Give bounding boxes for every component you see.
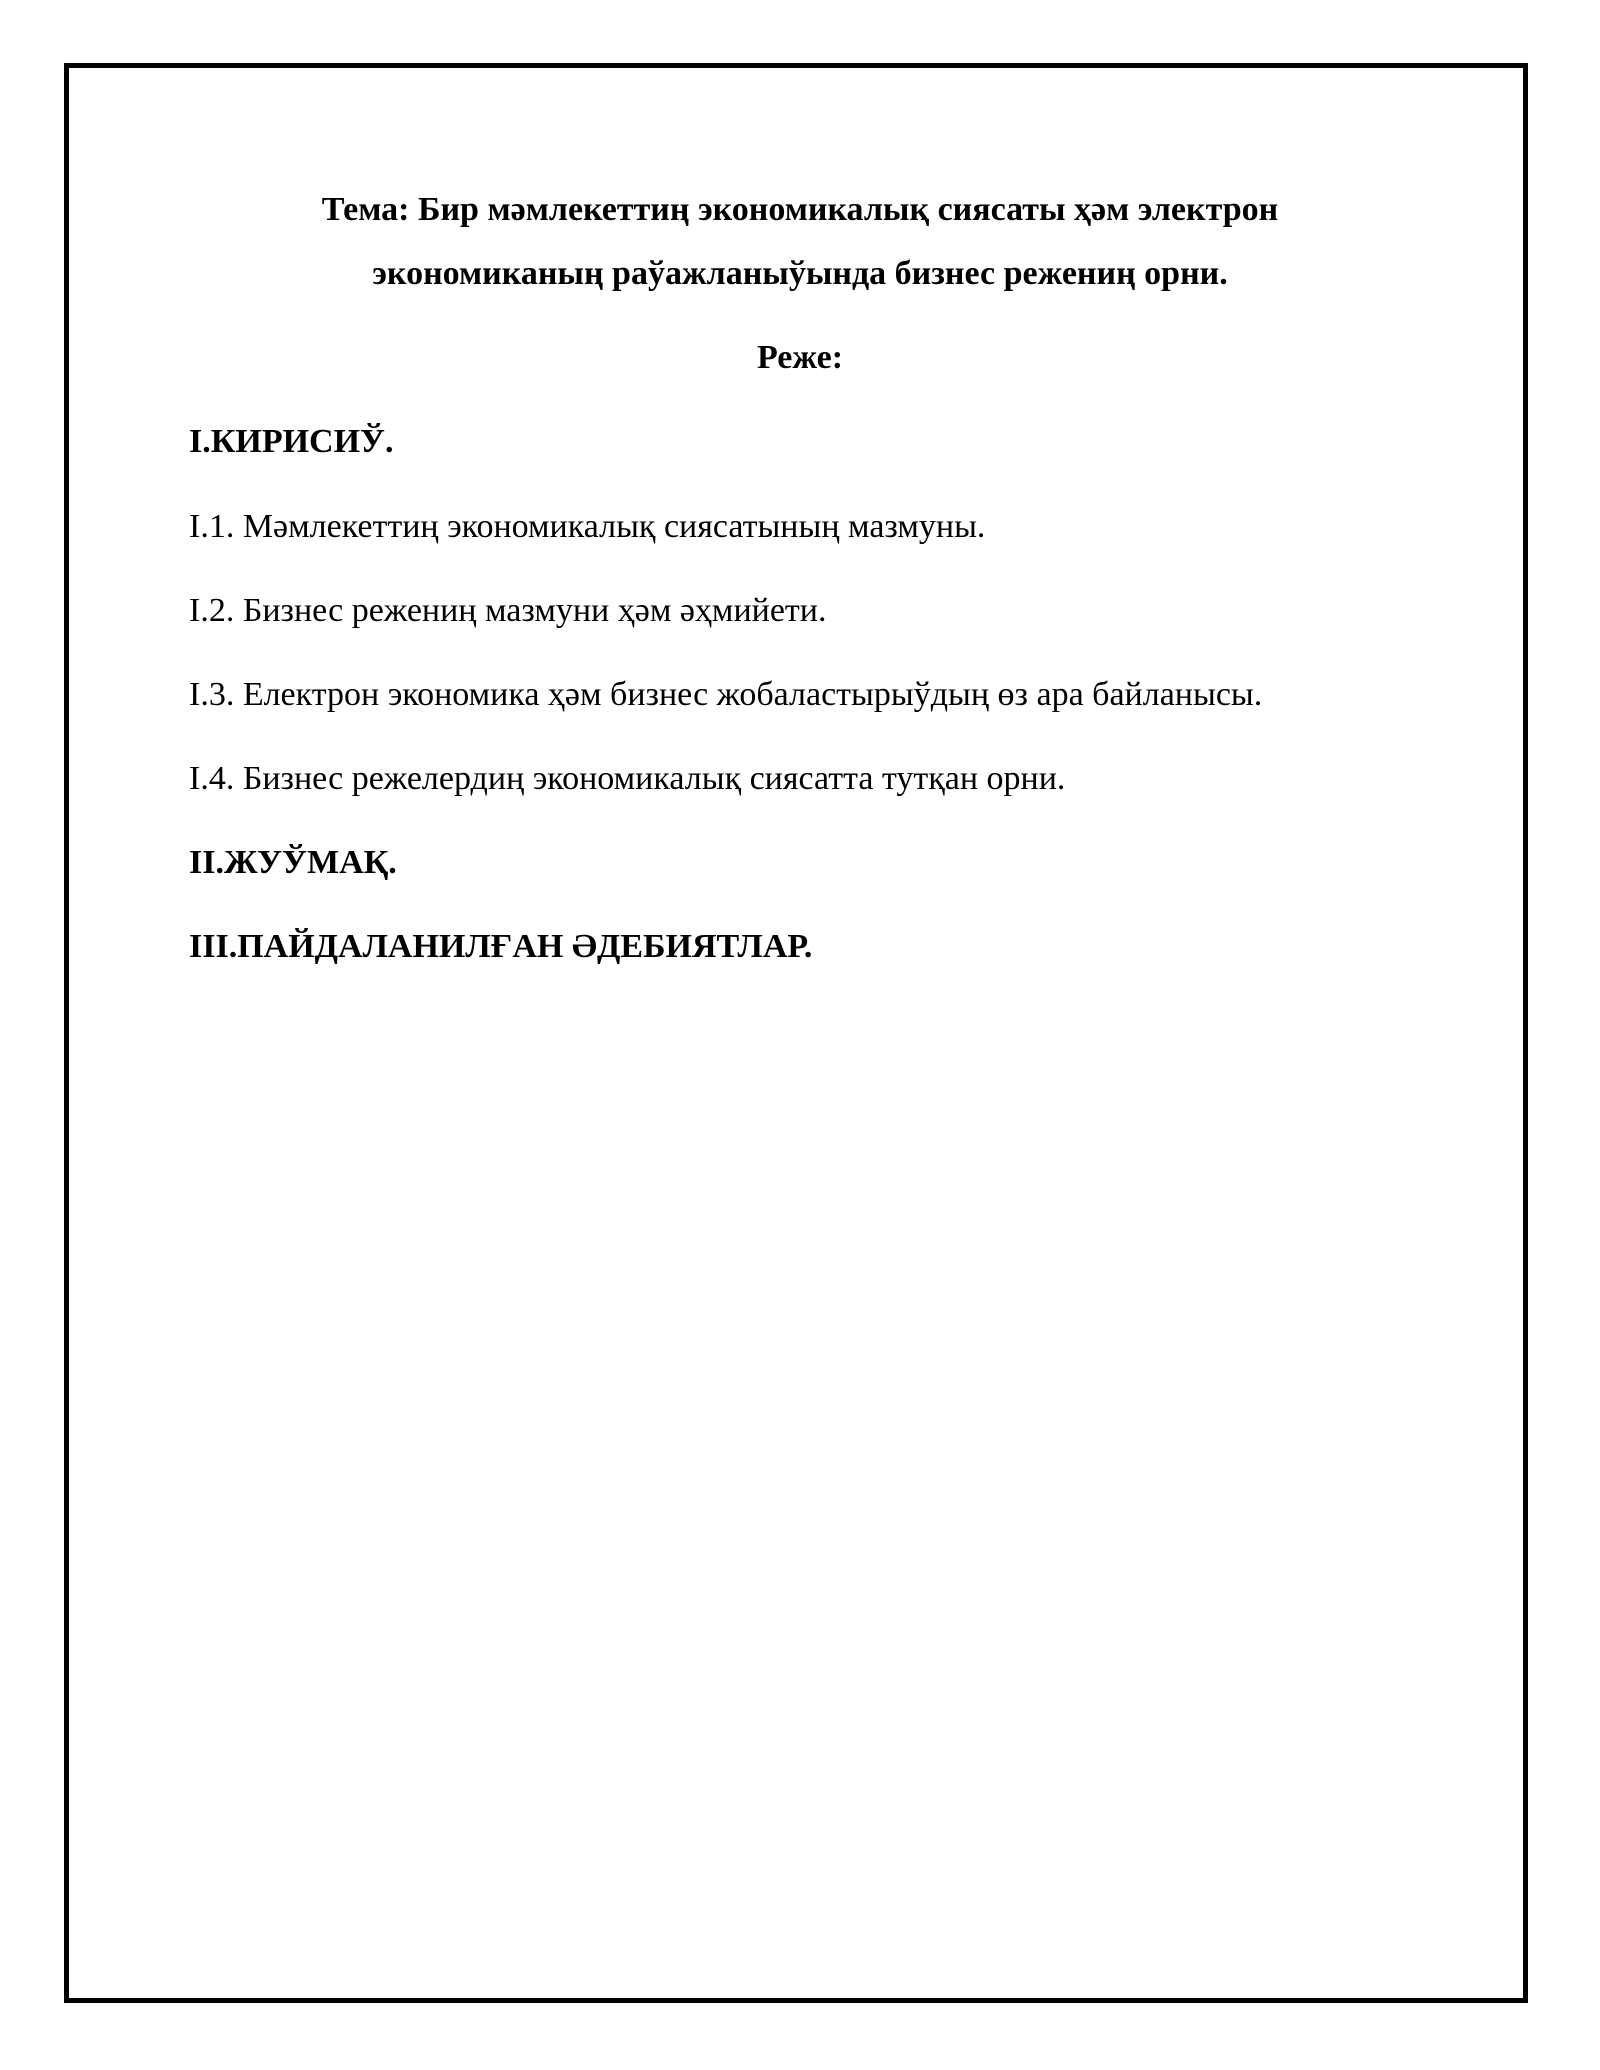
section-1-1: I.1. Мәмлекеттиң экономикалық сиясатының мазмуны.: [189, 508, 986, 545]
title-line-1: Тема: Бир мәмлекеттиң экономикалық сиясаты ҳәм электрон: [321, 191, 1279, 228]
section-references: III.ПАЙДАЛАНИЛҒАН ӘДЕБИЯТЛАР.: [189, 928, 813, 965]
section-1-3: I.3. Електрон экономика ҳәм бизнес жобаластырыўдың өз ара байланысы.: [189, 676, 1263, 713]
plan-heading: Реже:: [756, 339, 844, 376]
document-title: [0, 178, 1600, 306]
title-line-2: экономиканың раўажланыўында бизнес режениң орни.: [372, 255, 1228, 292]
section-conclusion: II.ЖУЎМАҚ.: [189, 844, 397, 881]
section-1-4: I.4. Бизнес режелердиң экономикалық сиясатта тутқан орни.: [189, 760, 1066, 797]
section-1-2: I.2. Бизнес режениң мазмуни ҳәм әҳмийети.: [189, 592, 827, 629]
section-introduction: I.КИРИСИЎ.: [189, 423, 394, 460]
